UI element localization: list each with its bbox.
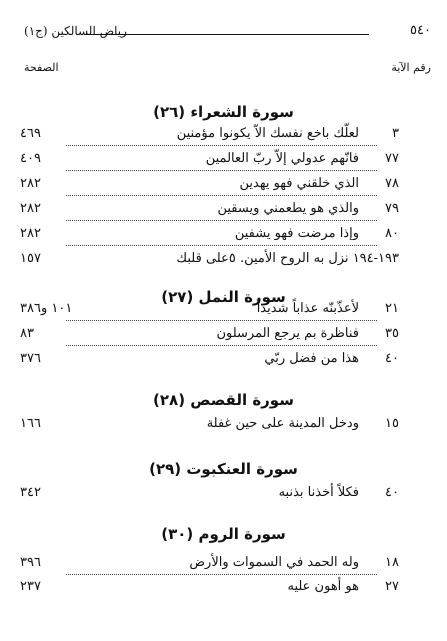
surah-heading: (٢٨) سورة القصص [153,391,294,409]
index-row [0,249,447,273]
verse-text: الذي خلقني فهو يهدين [239,176,359,191]
index-row [0,553,447,577]
running-title: رياض السالكين (ج١) [24,24,127,38]
surah-heading: (٢٦) سورة الشعراء [153,103,294,121]
surah-heading: (٣٠) سورة الروم [161,525,286,543]
index-row [0,174,447,198]
page-reference: ٢٣٧ [20,579,41,594]
verse-text: وإذا مرضت فهو يشفين [234,226,359,241]
page-reference: ٢٨٢ [20,176,41,191]
index-row [0,349,447,373]
index-row [0,483,447,507]
index-row [0,414,447,438]
verse-number: ١٥ [385,416,399,431]
verse-number: ٧٩ [385,201,399,216]
row-separator [66,345,377,346]
verse-number: ٨٠ [385,226,399,241]
verse-number: ٣٥ [385,326,399,341]
row-separator [66,195,377,196]
page-reference: ١٥٧ [20,251,41,266]
header-rule [86,34,369,35]
verse-number: ٧٨ [385,176,399,191]
surah-heading: (٢٧) سورة النمل [161,288,286,306]
page-reference: ٢٨٢ [20,226,41,241]
row-separator [66,145,377,146]
verse-number: ٢٧ [385,579,399,594]
page-reference: ٤٠٩ [20,151,41,166]
column-header-page: الصفحة [24,61,59,74]
verse-text: والذي هو يطعمني ويسقين [217,201,359,216]
verse-number: ٣ [392,126,399,141]
verse-text: وله الحمد في السموات والأرض [189,555,359,570]
verse-number: ٧٧ [385,151,399,166]
index-row [0,299,447,323]
verse-number: ١٨ [385,555,399,570]
verse-text: هذا من فضل ربّي [264,351,359,366]
index-row [0,124,447,148]
surah-heading: (٢٩) سورة العنكبوت [149,460,298,478]
index-row [0,224,447,248]
verse-number: ٤٠ [385,351,399,366]
index-row [0,577,447,601]
index-row [0,199,447,223]
page-reference: ٤٦٩ [20,126,41,141]
verse-text: فانّهم عدولي إلاّ ربّ العالمين [205,151,359,166]
verse-number: ٤٠ [385,485,399,500]
index-row [0,324,447,348]
page-reference: ٣٤٢ [20,485,41,500]
page-reference: ٨٣ [20,326,34,341]
verse-text: فكلاً أخذنا بذنبه [278,485,359,500]
verse-text: لأعذّبنّه عذاباً شديداً [256,301,359,316]
verse-text: فناظرة بم يرجع المرسلون [216,326,359,341]
page-reference: ١٦٦ [20,416,41,431]
verse-text: هو أهون عليه [287,579,359,594]
page-number: ٥٤٠ [410,23,431,38]
index-row [0,149,447,173]
column-header-verse-number: رقم الآية [391,61,431,74]
verse-number: ٢١ [385,301,399,316]
verse-text: ودخل المدينة على حين غفلة [206,416,359,431]
verse-text: ١٩٣-١٩٤ نزل به الروح الأمين. ٥على قلبك [176,251,399,266]
row-separator [66,320,377,321]
row-separator [66,170,377,171]
row-separator [66,574,377,575]
verse-text: لعلّك باخع نفسك الاّ يكونوا مؤمنين [176,126,359,141]
page-reference: ١٠١ و٣٨٦ [20,301,73,316]
row-separator [66,245,377,246]
row-separator [66,220,377,221]
page-reference: ٣٧٦ [20,351,41,366]
page-reference: ٢٨٢ [20,201,41,216]
page-reference: ٣٩٦ [20,555,41,570]
